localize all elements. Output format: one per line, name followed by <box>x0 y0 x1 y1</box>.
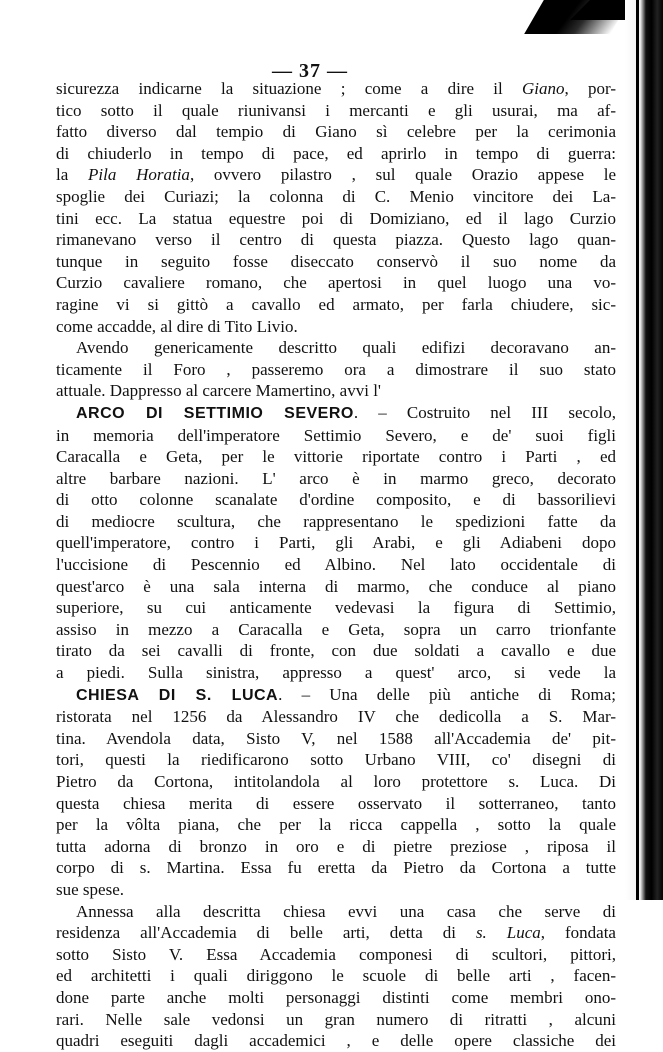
text-run: sicurezza indicarne la situazione ; come a dire il <box>56 79 522 98</box>
text-line <box>56 814 616 836</box>
text-line <box>56 425 616 447</box>
text-line <box>56 359 616 381</box>
text-run: di mediocre scultura, che rappresentano le spedizioni fatte da <box>56 511 616 531</box>
text-line <box>56 164 616 186</box>
text-line <box>56 728 616 750</box>
text-line <box>56 857 616 879</box>
text-run: di chiuderlo in tempo di pace, ed aprirlo in tempo di guerra: <box>56 143 616 163</box>
text-line <box>56 380 616 402</box>
text-run: rimanevano verso il centro di questa piazza. Questo lago quan- <box>56 230 616 250</box>
text-line <box>56 251 616 273</box>
text-run: tutta adorna di bronzo in oro e di pietre preziose , riposa il <box>56 836 616 856</box>
page-body <box>56 78 616 1052</box>
text-run: a piedi. Sulla sinistra, appresso a quest' arco, si vede la <box>56 663 616 683</box>
text-run: ticamente il Foro , passeremo ora a dimostrare il suo stato <box>56 359 616 379</box>
text-line <box>56 706 616 728</box>
text-line <box>56 944 616 966</box>
text-run: . – Una delle più antiche di Roma; <box>278 684 616 704</box>
text-run: l'uccisione di Pescennio ed Albino. Nel lato occidentale di <box>56 555 616 575</box>
text-run: per la vôlta piana, che per la ricca cappella , sotto la quale <box>56 815 616 835</box>
text-run: di otto colonne scanalate d'ordine composito, e di bassorilievi <box>56 490 616 510</box>
text-line <box>56 186 616 208</box>
text-run: , fondata <box>540 923 616 943</box>
text-line <box>56 316 616 338</box>
section-heading: ARCO DI SETTIMIO SEVERO <box>76 404 354 422</box>
text-line <box>56 1009 616 1031</box>
text-run: , por- <box>564 79 616 98</box>
text-line <box>56 619 616 641</box>
text-line <box>56 879 616 901</box>
text-run: quadri eseguiti dagli accademici , e delle opere classiche dei <box>56 1031 616 1051</box>
text-line <box>56 597 616 619</box>
text-run: ristorata nel 1256 da Alessandro IV che dedicolla a S. Mar- <box>56 707 616 727</box>
text-run: sotto Sisto V. Essa Accademia componesi di scultori, pittori, <box>56 944 616 964</box>
text-run: quest'arco è una sala interna di marmo, che conduce al piano <box>56 576 616 596</box>
text-line <box>56 208 616 230</box>
text-run: altre barbare nazioni. L' arco è in marmo greco, decorato <box>56 468 616 488</box>
text-line <box>56 793 616 815</box>
text-run: . – Costruito nel III secolo, <box>353 402 617 422</box>
text-run: la <box>56 165 89 185</box>
text-line <box>56 640 616 662</box>
text-line <box>56 511 616 533</box>
text-run: assiso in mezzo a Caracalla e Geta, sopra un carro trionfante <box>56 619 616 639</box>
text-run: superiore, su cui anticamente vedevasi la figura di Settimio, <box>56 598 616 618</box>
text-run: tico sotto il quale riunivansi i mercanti e gli usurai, ma af- <box>56 100 616 120</box>
text-line <box>56 532 616 554</box>
text-run: residenza all'Accademia di belle arti, detta di <box>56 923 476 943</box>
italic-term: Pila Horatia <box>88 165 190 185</box>
text-line <box>56 684 616 707</box>
text-run: Curzio cavaliere romano, che apertosi in quel luogo una vo- <box>56 273 616 293</box>
text-run: ed architetti i quali diriggono le scuole di belle arti , facen- <box>56 966 616 986</box>
page-edge <box>625 0 663 900</box>
text-line <box>56 272 616 294</box>
text-line <box>56 901 616 923</box>
text-line <box>56 836 616 858</box>
text-run: Pietro da Cortona, intitolandola al loro protettore s. Luca. Di <box>56 772 616 791</box>
section-heading: CHIESA DI S. LUCA <box>76 686 279 704</box>
text-run: attuale. Dappresso al carcere Mamertino, avvi l' <box>56 381 381 401</box>
text-run: come accadde, al dire di Tito Livio. <box>56 316 298 336</box>
text-run: ragine vi si gittò a cavallo ed armato, per farla chiudere, sic- <box>56 294 616 314</box>
text-run: corpo di s. Martina. Essa fu eretta da Pietro da Cortona a tutte <box>56 858 616 878</box>
text-line <box>56 489 616 511</box>
text-run: fatto diverso dal tempio di Giano sì celebre per la cerimonia <box>56 122 616 142</box>
text-run: tini ecc. La statua equestre poi di Domiziano, ed il lago Curzio <box>56 208 616 228</box>
text-line <box>56 337 616 359</box>
text-run: done parte anche molti personaggi distinti come membri ono- <box>56 987 616 1007</box>
text-run: tina. Avendola data, Sisto V, nel 1588 all'Accademia de' pit- <box>56 728 616 748</box>
text-line <box>56 100 616 122</box>
text-run: Annessa alla descritta chiesa evvi una casa che serve di <box>76 901 616 921</box>
text-line <box>56 121 616 143</box>
italic-term: Giano <box>522 79 565 98</box>
text-line <box>56 143 616 165</box>
text-line <box>56 468 616 490</box>
text-line <box>56 294 616 316</box>
text-line <box>56 771 616 793</box>
text-line <box>56 78 616 100</box>
text-run: , ovvero pilastro , sul quale Orazio appese le <box>189 165 616 185</box>
italic-term: s. Luca <box>475 923 541 943</box>
text-run: Avendo genericamente descritto quali edifizi decoravano an- <box>76 338 616 358</box>
text-run: tirato da sei cavalli di fronte, con due soldati a cavallo e due <box>56 641 616 661</box>
text-run: tori, questi la riedificarono sotto Urbano VIII, co' disegni di <box>56 750 616 770</box>
text-line <box>56 965 616 987</box>
text-line <box>56 922 616 944</box>
text-run: sue spese. <box>56 879 124 899</box>
text-line <box>56 446 616 468</box>
text-run: rari. Nelle sale vedonsi un gran numero di ritratti , alcuni <box>56 1009 616 1029</box>
text-line <box>56 554 616 576</box>
text-line <box>56 749 616 771</box>
text-run: quell'imperatore, contro i Parti, gli Arabi, e gli Adiabeni dopo <box>56 533 616 553</box>
text-line <box>56 987 616 1009</box>
text-run: tunque in seguito fosse diseccato conservò il suo nome da <box>56 251 616 271</box>
text-line <box>56 576 616 598</box>
page-edge-line <box>636 0 639 900</box>
text-line <box>56 402 616 425</box>
text-line <box>56 1030 616 1052</box>
text-line <box>56 662 616 684</box>
text-run: Caracalla e Geta, per le vittorie riportate contro i Parti , ed <box>56 447 616 467</box>
text-run: questa chiesa merita di essere osservato il sotterraneo, tanto <box>56 793 616 813</box>
page-number: — 37 — <box>272 60 348 82</box>
text-line <box>56 229 616 251</box>
text-run: in memoria dell'imperatore Settimio Severo, e de' suoi figli <box>56 425 616 445</box>
text-run: spoglie dei Curiazi; la colonna di C. Menio vincitore dei La- <box>56 186 616 206</box>
